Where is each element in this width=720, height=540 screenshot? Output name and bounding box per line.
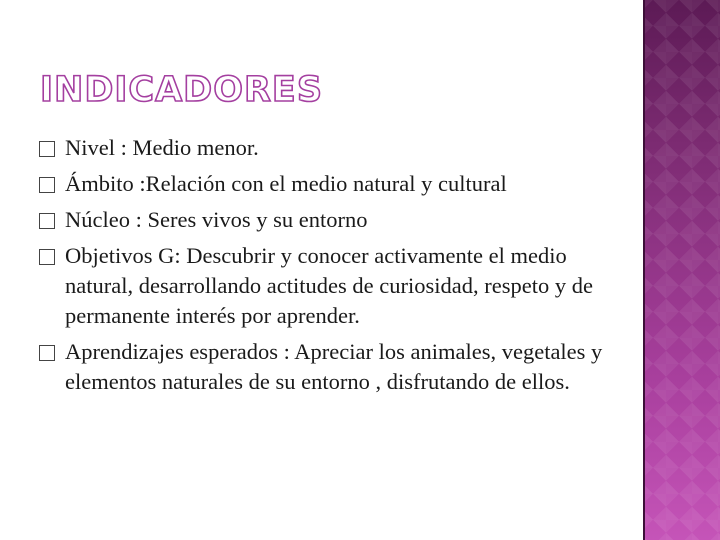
square-bullet-icon: [39, 213, 55, 229]
bullet-item-ambito: [36, 169, 626, 199]
bullet-text: Ámbito :Relación con el medio natural y cultural: [65, 171, 507, 196]
bullet-item-nucleo: [36, 205, 626, 235]
square-bullet-icon: [39, 249, 55, 265]
bullet-text: Núcleo : Seres vivos y su entorno: [65, 207, 368, 232]
bullet-item-aprendizajes: [36, 337, 626, 397]
square-bullet-icon: [39, 177, 55, 193]
square-bullet-icon: [39, 141, 55, 157]
bullet-text: Nivel : Medio menor.: [65, 135, 259, 160]
side-panel-shadow: [643, 0, 645, 540]
bullet-text: Objetivos G: Descubrir y conocer activamente el medio natural, desarrollando actitudes de curiosidad, respeto y de permanente interés por aprender.: [65, 243, 593, 328]
slide-title: INDICADORES: [40, 70, 324, 110]
bullet-item-objetivos: [36, 241, 626, 331]
bullet-text: Aprendizajes esperados : Apreciar los animales, vegetales y elementos naturales de su entorno , disfrutando de ellos.: [65, 339, 603, 394]
square-bullet-icon: [39, 345, 55, 361]
bullet-item-nivel: [36, 133, 626, 163]
decorative-side-panel: [640, 0, 720, 540]
bullet-list: [36, 133, 626, 403]
